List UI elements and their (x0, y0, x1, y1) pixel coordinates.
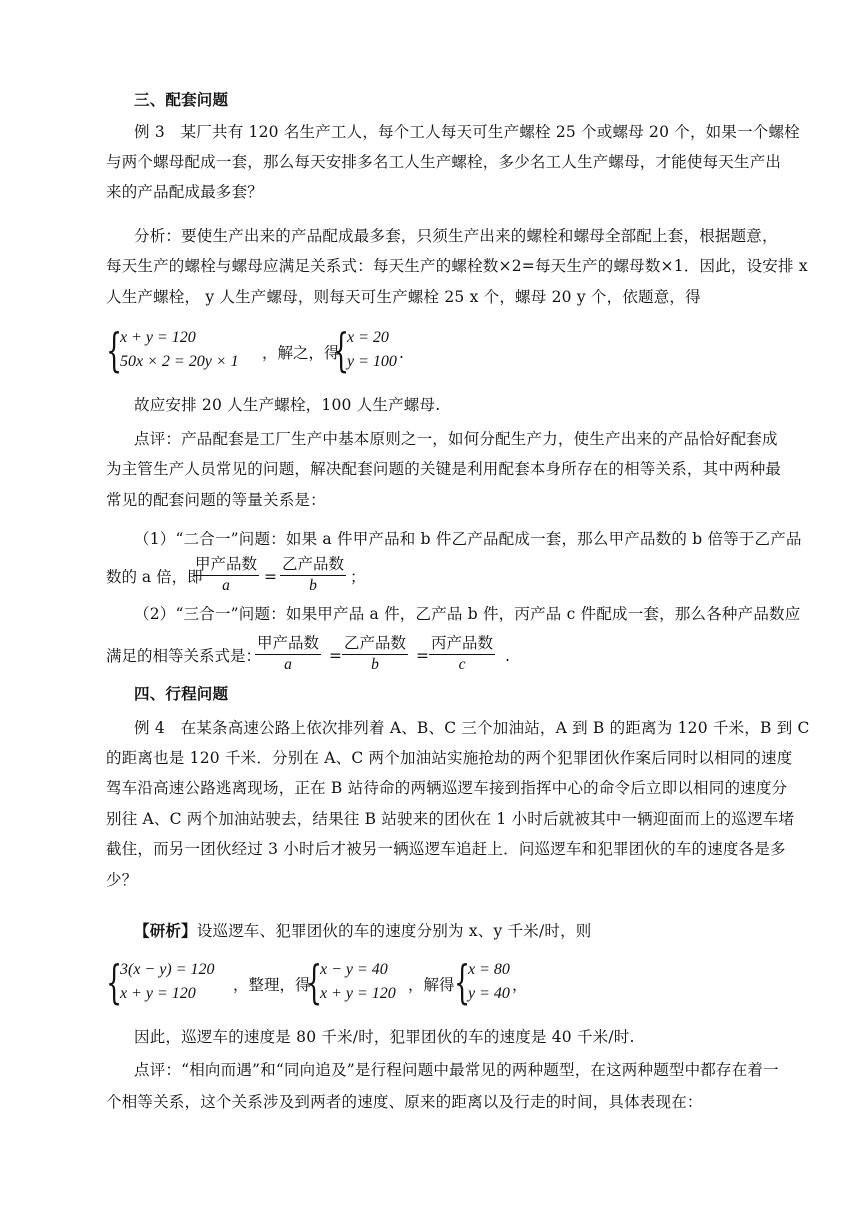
equation: y = 100 (347, 353, 397, 370)
paragraph-line: 人生产螺栓， y 人生产螺母，则每天可生产螺栓 25 x 个，螺母 20 y 个，依题意，得 (106, 288, 701, 306)
equation-system (454, 955, 510, 1009)
inline-text: ，解得 (408, 976, 455, 994)
fraction-numerator: 甲产品数 (255, 633, 321, 655)
fraction (280, 554, 346, 596)
inline-text: 数的 a 倍，即 (106, 568, 203, 586)
inline-text: ，整理，得 (233, 976, 311, 994)
equation: x = 20 (347, 329, 389, 346)
fraction-numerator: 丙产品数 (429, 633, 495, 655)
equation: 3(x − y) = 120 (120, 961, 215, 978)
inline-text: ， (512, 976, 528, 994)
paragraph-line: 的距离也是 120 千米．分别在 A、C 两个加油站实施抢劫的两个犯罪团伙作案后同时以相同的速度 (106, 749, 793, 767)
paragraph-line: 驾车沿高速公路逃离现场，正在 B 站待命的两辆巡逻车接到指挥中心的命令后立即以相同的速度分 (106, 779, 788, 797)
inline-text: . (399, 344, 404, 362)
fraction-denominator: a (284, 656, 292, 673)
paragraph-line: 截住，而另一团伙经过 3 小时后才被另一辆巡逻车追赶上．问巡逻车和犯罪团伙的车的速度各是多 (106, 840, 786, 858)
equation-system (106, 955, 215, 1009)
paragraph-line: 为主管生产人员常见的问题，解决配套问题的关键是利用配套本身所存在的相等关系，其中两种最 (106, 460, 782, 478)
equation-system (333, 323, 397, 377)
fraction (429, 633, 495, 675)
analysis-label: 【研析】 (134, 922, 197, 940)
brace-glyph: { (454, 955, 471, 1009)
paragraph-line: （1）“二合一”问题：如果 a 件甲产品和 b 件乙产品配成一套，那么甲产品数的 b 倍等于乙产品 (134, 530, 802, 548)
fraction (342, 633, 408, 675)
section-heading: 四、行程问题 (134, 685, 229, 703)
analysis-text: 设巡逻车、犯罪团伙的车的速度分别为 x、y 千米/时，则 (196, 922, 592, 940)
brace-glyph: { (106, 323, 123, 377)
inline-text: . (505, 647, 510, 665)
fraction-numerator: 乙产品数 (342, 633, 408, 655)
paragraph-line: 例 4 在某条高速公路上依次排列着 A、B、C 三个加油站，A 到 B 的距离为 120 千米，B 到 C (134, 719, 810, 737)
inline-text: ； (350, 568, 366, 586)
paragraph-line: 来的产品配成最多套？ (106, 183, 264, 201)
equation: x + y = 120 (120, 985, 196, 1002)
fraction-numerator: 乙产品数 (280, 554, 346, 576)
equation: 50x × 2 = 20y × 1 (120, 353, 239, 370)
inline-text: 满足的相等关系式是： (106, 647, 262, 665)
paragraph-line: （2）“三合一”问题：如果甲产品 a 件，乙产品 b 件，丙产品 c 件配成一套，那么各种产品数应 (134, 605, 801, 623)
brace-glyph: { (306, 955, 323, 1009)
paragraph-line: 因此，巡逻车的速度是 80 千米/时，犯罪团伙的车的速度是 40 千米/时. (134, 1028, 635, 1046)
equals-sign: = (264, 568, 277, 586)
paragraph-line: 少？ (106, 871, 138, 889)
fraction-numerator: 甲产品数 (193, 554, 259, 576)
equation: y = 40 (468, 985, 510, 1002)
fraction (193, 554, 259, 596)
equation: x + y = 120 (120, 329, 196, 346)
paragraph-line: 个相等关系，这个关系涉及到两者的速度、原来的距离以及行走的时间，具体表现在： (106, 1093, 703, 1111)
paragraph-line: 例 3 某厂共有 120 名生产工人，每个工人每天可生产螺栓 25 个或螺母 20 个，如果一个螺栓 (134, 123, 800, 141)
fraction-denominator: c (458, 656, 466, 673)
fraction-denominator: b (309, 577, 317, 594)
brace-glyph: { (106, 955, 123, 1009)
paragraph-line: 点评：产品配套是工厂生产中基本原则之一，如何分配生产力，使生产出来的产品恰好配套成 (134, 430, 778, 448)
brace-glyph: { (333, 323, 350, 377)
equation: x + y = 120 (320, 985, 396, 1002)
equals-sign: = (329, 647, 342, 665)
paragraph-line: 故应安排 20 人生产螺栓，100 人生产螺母. (134, 396, 441, 414)
paragraph-line: 与两个螺母配成一套，那么每天安排多名工人生产螺栓，多少名工人生产螺母，才能使每天生产出 (106, 153, 782, 171)
equation: x − y = 40 (320, 961, 388, 978)
fraction (255, 633, 321, 675)
fraction-denominator: a (222, 577, 230, 594)
paragraph-line: 分析：要使生产出来的产品配成最多套，只须生产出来的螺栓和螺母全部配上套，根据题意， (134, 227, 778, 245)
equation-system (306, 955, 396, 1009)
fraction-denominator: b (371, 656, 379, 673)
section-heading: 三、配套问题 (134, 91, 229, 109)
equation-system (106, 323, 239, 377)
equals-sign: = (416, 647, 429, 665)
paragraph-line: 每天生产的螺栓与螺母应满足关系式：每天生产的螺栓数×2=每天生产的螺母数×1．因此，设安排 x (106, 257, 808, 275)
paragraph-line: 常见的配套问题的等量关系是： (106, 491, 326, 509)
paragraph-line: 别往 A、C 两个加油站驶去，结果往 B 站驶来的团伙在 1 小时后就被其中一辆迎面而上的巡逻车堵 (106, 810, 795, 828)
inline-text: ，解之，得 (262, 344, 340, 362)
equation: x = 80 (468, 961, 510, 978)
paragraph-line: 点评：“相向而遇”和“同向追及”是行程问题中最常见的两种题型，在这两种题型中都存在着一 (134, 1061, 779, 1079)
paragraph-line (134, 920, 794, 942)
